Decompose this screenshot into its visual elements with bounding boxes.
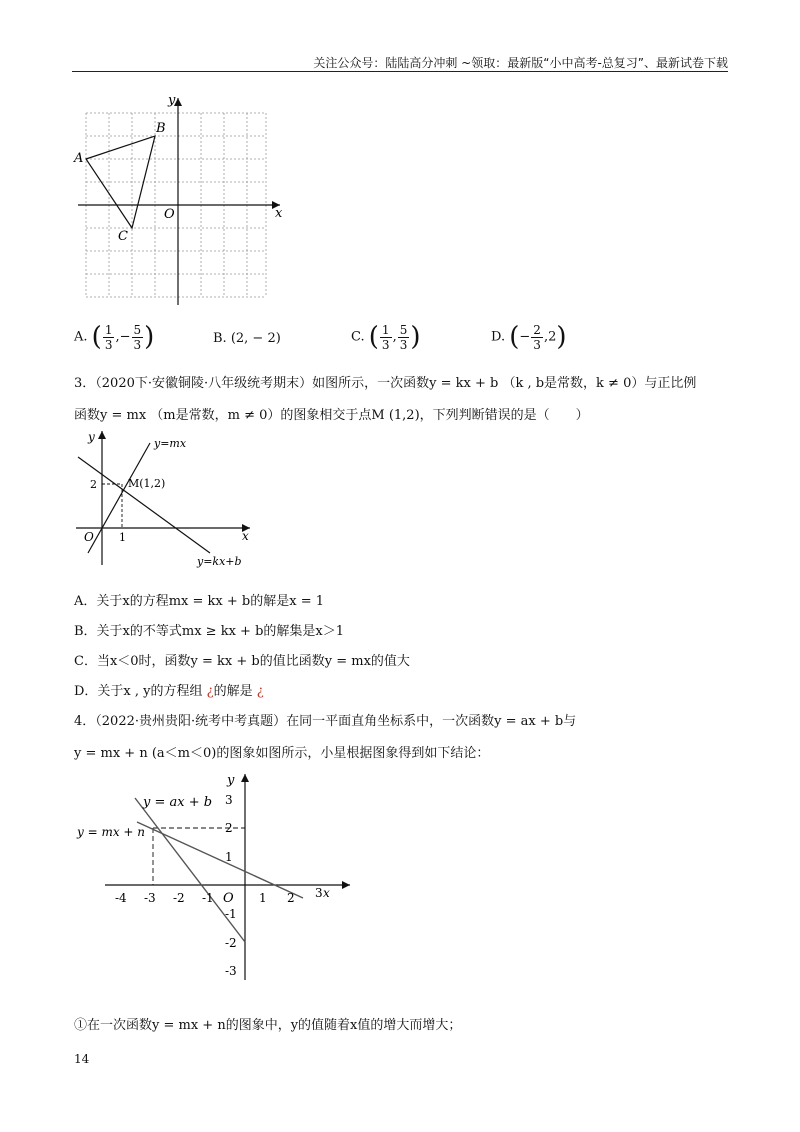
triangle-abc <box>86 136 155 228</box>
label-b: B <box>156 121 166 136</box>
label-origin: O <box>223 891 234 906</box>
q3-option-c: C．当x＜0时，函数y = kx + b的值比函数y = mx的值大 <box>74 654 410 669</box>
tick-y-2: 2 <box>90 478 97 491</box>
q4-two-lines-figure <box>75 770 365 982</box>
label-y: y <box>88 430 95 444</box>
y-tick: 3 <box>225 793 233 807</box>
label-c: C <box>118 229 128 244</box>
x-axis-arrow <box>342 881 350 889</box>
x-tick: -3 <box>144 891 156 905</box>
y-axis-arrow <box>241 774 249 782</box>
triangle-grid-figure <box>70 90 290 310</box>
label-origin: O <box>84 530 94 544</box>
q3-stem-line2: 函数y = mx （m是常数，m ≠ 0）的图象相交于点M (1,2)，下列判断错误的是（ ） <box>74 408 589 423</box>
q3-intersection-figure <box>70 425 290 573</box>
y-tick: -3 <box>225 964 237 978</box>
y-axis-arrow <box>98 431 106 439</box>
q2-option-a: A. ( $\frac{1}{3}$ ,− $\frac{5}{3}$ ) <box>74 322 155 352</box>
y-tick: 1 <box>225 850 233 864</box>
label-y: y <box>227 773 235 788</box>
label-y-ax-b: y = ax + b <box>143 795 213 810</box>
page-header-text: 关注公众号：陆陆高分冲刺 ~领取：最新版“小中高考-总复习”、最新试卷下载 <box>313 56 728 70</box>
q3-option-a: A．关于x的方程mx = kx + b的解是x = 1 <box>74 594 324 609</box>
label-y-kx-b: y=kx+b <box>197 555 242 568</box>
page-number: 14 <box>74 1052 90 1066</box>
label-x: x <box>275 206 283 221</box>
x-tick: -4 <box>115 891 127 905</box>
q3-stem-line1: 3．（2020下·安徽铜陵·八年级统考期末）如图所示，一次函数y = kx + b （k , b是常数，k ≠ 0）与正比例 <box>74 376 697 391</box>
q4-conclusion-1: ①在一次函数y = mx + n的图象中，y的值随着x值的增大而增大； <box>74 1018 462 1033</box>
label-origin: O <box>164 207 175 222</box>
q2-option-d: D. (− $\frac{2}{3}$ ,2) <box>491 322 567 352</box>
x-tick-labels <box>115 886 323 905</box>
y-tick: 2 <box>225 821 233 835</box>
line-y-mx-n <box>137 822 303 898</box>
label-y-mx-n: y = mx + n <box>77 825 146 839</box>
q4-stem-line2: y = mx + n (a＜m＜0)的图象如图所示，小星根据图象得到如下结论： <box>74 746 490 761</box>
header-divider <box>72 71 728 72</box>
label-y-mx: y=mx <box>154 437 187 450</box>
label-x: x <box>323 886 330 900</box>
q2-option-b: B. (2, − 2) <box>213 331 281 346</box>
label-a: A <box>74 151 84 166</box>
q3-option-d: D．关于x , y的方程组 ¿的解是 ¿ <box>74 684 264 699</box>
label-point-m: M(1,2) <box>128 477 166 490</box>
x-tick: 2 <box>287 891 295 905</box>
label-y: y <box>168 93 176 108</box>
x-tick: -2 <box>173 891 185 905</box>
q2-option-c: C. ( $\frac{1}{3}$ , $\frac{5}{3}$ ) <box>351 322 421 352</box>
tick-x-1: 1 <box>119 531 126 544</box>
label-x: x <box>242 529 249 543</box>
q4-stem-line1: 4．（2022·贵州贵阳·统考中考真题）在同一平面直角坐标系中，一次函数y = ax + b与 <box>74 714 577 729</box>
line-y-kx-b <box>78 457 210 553</box>
y-tick: -2 <box>225 936 237 950</box>
x-tick: -1 <box>202 891 214 905</box>
y-tick: -1 <box>225 907 237 921</box>
x-tick: 3 <box>315 886 323 900</box>
x-tick: 1 <box>259 891 267 905</box>
q3-option-b: B．关于x的不等式mx ≥ kx + b的解集是x＞1 <box>74 624 344 639</box>
